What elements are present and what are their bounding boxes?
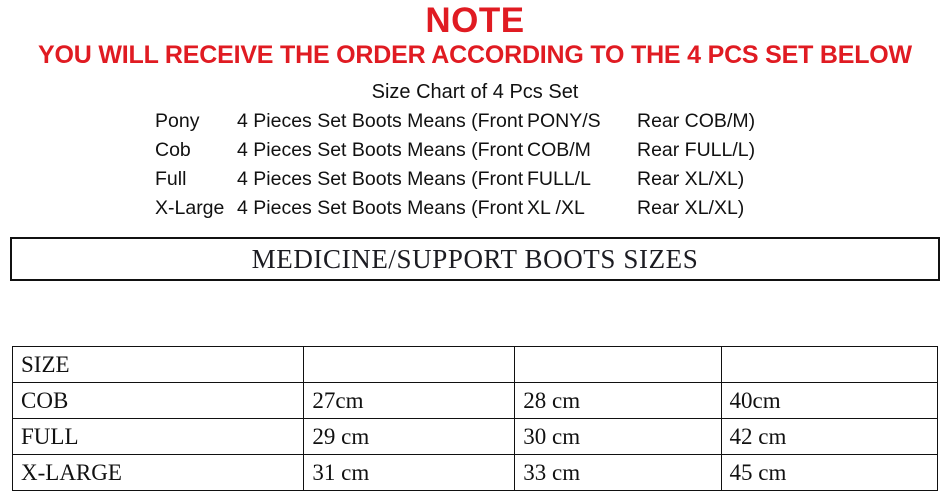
set-front: COB/M: [527, 139, 591, 161]
set-size: Pony: [155, 110, 200, 132]
banner-box: [10, 237, 940, 281]
list-item: [155, 107, 795, 136]
set-size: X-Large: [155, 197, 225, 219]
cell-measure-3: 42 cm: [721, 419, 937, 455]
set-rear: Rear XL/XL): [637, 197, 745, 219]
set-front: PONY/S: [527, 110, 601, 132]
note-title: NOTE: [425, 1, 525, 40]
table-row: [13, 383, 938, 419]
cell-measure-2: 30 cm: [515, 419, 721, 455]
set-rear: Rear XL/XL): [637, 168, 745, 190]
column-header-3: [515, 347, 721, 383]
cell-measure-3: 40cm: [721, 383, 937, 419]
list-item: [155, 136, 795, 165]
cell-measure-1: 29 cm: [304, 419, 515, 455]
set-description: 4 Pieces Set Boots Means (Front: [237, 139, 524, 161]
set-description: 4 Pieces Set Boots Means (Front: [237, 110, 524, 132]
size-chart-document: [0, 2, 950, 500]
cell-size: X-LARGE: [13, 455, 304, 491]
set-front: XL /XL: [527, 197, 585, 219]
column-header-size: SIZE: [13, 347, 304, 383]
table-row: [13, 419, 938, 455]
list-item: [155, 194, 795, 223]
column-header-4: [721, 347, 937, 383]
note-subtitle: YOU WILL RECEIVE THE ORDER ACCORDING TO THE 4 PCS SET BELOW: [38, 41, 912, 69]
cell-measure-3: 45 cm: [721, 455, 937, 491]
cell-measure-1: 31 cm: [304, 455, 515, 491]
set-description: 4 Pieces Set Boots Means (Front: [237, 197, 524, 219]
set-front: FULL/L: [527, 168, 591, 190]
cell-size: FULL: [13, 419, 304, 455]
set-rear: Rear FULL/L): [637, 139, 756, 161]
cell-measure-2: 28 cm: [515, 383, 721, 419]
sizes-table: [12, 346, 938, 491]
table-row: [13, 455, 938, 491]
set-description: 4 Pieces Set Boots Means (Front: [237, 168, 524, 190]
set-chart-title: Size Chart of 4 Pcs Set: [371, 81, 579, 103]
list-item: [155, 165, 795, 194]
cell-size: COB: [13, 383, 304, 419]
set-size: Full: [155, 168, 187, 190]
cell-measure-1: 27cm: [304, 383, 515, 419]
table-header-row: [13, 347, 938, 383]
set-chart-list: [155, 107, 795, 223]
cell-measure-2: 33 cm: [515, 455, 721, 491]
set-size: Cob: [155, 139, 191, 161]
sizes-table-wrapper: [12, 346, 938, 491]
banner-title: MEDICINE/SUPPORT BOOTS SIZES: [251, 243, 699, 274]
set-rear: Rear COB/M): [637, 110, 756, 132]
column-header-2: [304, 347, 515, 383]
